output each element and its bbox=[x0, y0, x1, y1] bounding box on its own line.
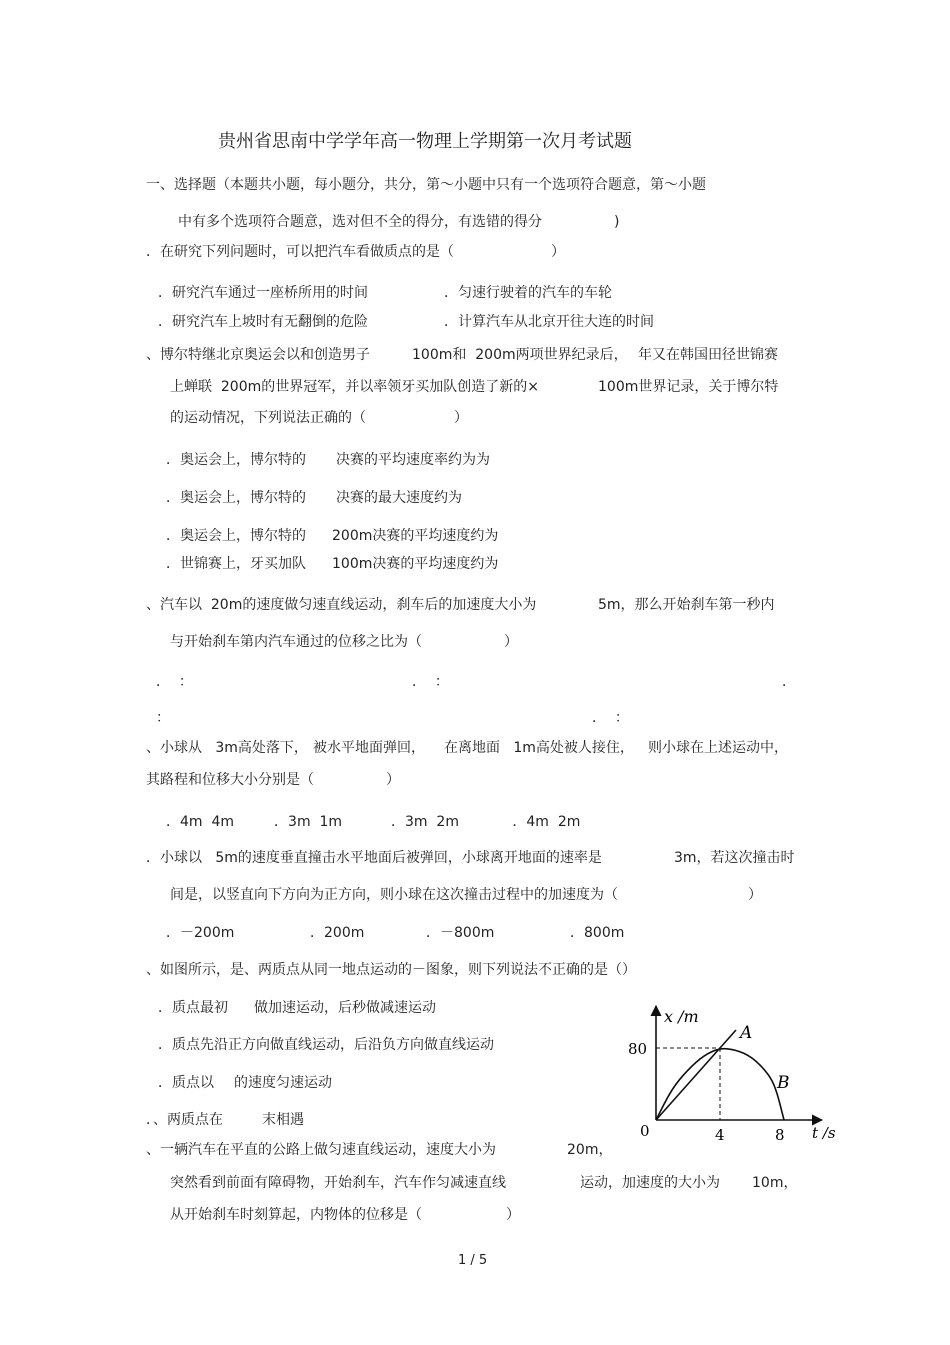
q2-line3-paren: ） bbox=[454, 410, 468, 426]
q6-option-d: ．、两质点在 bbox=[146, 1112, 223, 1128]
q1-stem: ．在研究下列问题时，可以把汽车看做质点的是（ bbox=[146, 244, 454, 260]
q2-line1-c: 年又在韩国田径世锦赛 bbox=[638, 347, 778, 363]
q3-line1-a: 、汽车以 20m的速度做匀速直线运动，刹车后的加速度大小为 bbox=[146, 597, 537, 613]
q4-options: ．4m 4m ．3m 1m ．3m 2m ．4m 2m bbox=[166, 814, 581, 830]
section-heading: 一、选择题（本题共小题，每小题分，共分，第～小题中只有一个选项符合题意，第～小题 bbox=[146, 177, 706, 193]
q2-option-b: ．奥运会上，博尔特的 bbox=[166, 490, 306, 506]
page-number: 1 / 5 bbox=[458, 1253, 488, 1268]
q2-line1-a: 、博尔特继北京奥运会以和创造男子 bbox=[146, 347, 370, 363]
q1-stem-paren: ） bbox=[551, 244, 565, 260]
q2-option-c-tail: 200m决赛的平均速度约为 bbox=[332, 528, 499, 544]
q3-option-c-colon: ： bbox=[156, 710, 170, 726]
q5-option-d: ．800m bbox=[570, 925, 625, 941]
q5-line1-a: ．小球以 5m的速度垂直撞击水平地面后被弹回，小球离开地面的速率是 bbox=[146, 850, 602, 866]
series-b-label: B bbox=[777, 1073, 790, 1093]
q1-option-a: ．研究汽车通过一座桥所用的时间 bbox=[158, 285, 368, 301]
q4-line1-a: 、小球从 3m高处落下， bbox=[146, 740, 308, 756]
q3-option-a: ． ： bbox=[156, 674, 193, 690]
q4-line1-c: 在离地面 1m高处被人接住， bbox=[444, 740, 634, 756]
xt-graph bbox=[612, 1002, 842, 1142]
q7-line1-a: 、一辆汽车在平直的公路上做匀速直线运动，速度大小为 bbox=[146, 1142, 496, 1158]
q3-line2: 与开始刹车第内汽车通过的位移之比为（ bbox=[170, 634, 422, 650]
q6-option-b: ．质点先沿正方向做直线运动，后沿负方向做直线运动 bbox=[158, 1037, 494, 1053]
q2-option-c: ．奥运会上，博尔特的 bbox=[166, 528, 306, 544]
q1-option-c: ．研究汽车上坡时有无翻倒的危险 bbox=[158, 314, 368, 330]
q4-line2: 其路程和位移大小分别是（ bbox=[146, 772, 314, 788]
y-axis-label: x /m bbox=[664, 1007, 699, 1026]
q4-line1-d: 则小球在上述运动中， bbox=[648, 740, 788, 756]
q2-line2-b: 100m世界记录，关于博尔特 bbox=[598, 379, 779, 395]
q3-option-b: ． ： bbox=[412, 674, 449, 690]
q1-option-b: ．匀速行驶着的汽车的车轮 bbox=[444, 285, 612, 301]
q5-option-b: ．200m bbox=[310, 925, 365, 941]
q2-option-d: ．世锦赛上，牙买加队 bbox=[166, 556, 306, 572]
section-instruction-paren: ) bbox=[614, 214, 620, 230]
q5-option-c: ．－800m bbox=[426, 925, 495, 941]
series-a-line bbox=[656, 1030, 736, 1120]
q6-option-a-tail: 做加速运动，后秒做减速运动 bbox=[254, 1000, 436, 1016]
q6-option-a: ．质点最初 bbox=[158, 1000, 228, 1016]
x-tick-label: 8 bbox=[775, 1126, 785, 1142]
q5-line1-b: 3m，若这次撞击时 bbox=[674, 850, 795, 866]
q4-line2-paren: ） bbox=[386, 772, 400, 788]
q2-option-a-tail: 决赛的平均速度率约为为 bbox=[336, 452, 490, 468]
q3-option-d: ． ： bbox=[592, 710, 629, 726]
q5-option-a: ．－200m bbox=[166, 925, 235, 941]
q2-line3: 的运动情况，下列说法正确的（ bbox=[170, 410, 366, 426]
q7-line3-paren: ） bbox=[506, 1207, 520, 1223]
q4-line1-b: 被水平地面弹回， bbox=[313, 740, 425, 756]
q2-option-d-tail: 100m决赛的平均速度约为 bbox=[332, 556, 499, 572]
q2-option-b-tail: 决赛的最大速度约为 bbox=[336, 490, 462, 506]
q5-line2: 间是，以竖直向下方向为正方向，则小球在这次撞击过程中的加速度为（ bbox=[170, 887, 618, 903]
q6-stem: 、如图所示，是、两质点从同一地点运动的－图象，则下列说法不正确的是（） bbox=[146, 962, 636, 978]
q7-line1-b: 20m， bbox=[567, 1142, 613, 1158]
series-a-label: A bbox=[740, 1023, 753, 1043]
q5-line2-paren: ） bbox=[748, 887, 762, 903]
q7-line3: 从开始刹车时刻算起，内物体的位移是（ bbox=[170, 1207, 422, 1223]
q7-line2-a: 突然看到前面有障碍物，开始刹车，汽车作匀减速直线 bbox=[170, 1175, 506, 1191]
q7-line2-b: 运动，加速度的大小为 bbox=[580, 1175, 720, 1191]
y-tick-label: 80 bbox=[628, 1040, 648, 1058]
q1-option-d: ．计算汽车从北京开往大连的时间 bbox=[444, 314, 654, 330]
x-tick-label: 4 bbox=[715, 1126, 725, 1142]
q6-option-c: ．质点以 bbox=[158, 1075, 214, 1091]
q3-line1-b: 5m，那么开始刹车第一秒内 bbox=[598, 597, 775, 613]
q2-line1-b: 100m和 200m两项世界纪录后， bbox=[412, 347, 628, 363]
x-axis-label: t /s bbox=[812, 1124, 836, 1142]
x-tick-label: 0 bbox=[640, 1122, 650, 1140]
q6-option-d-tail: 末相遇 bbox=[262, 1112, 304, 1128]
q3-option-c: ． bbox=[782, 674, 796, 690]
q3-line2-paren: ） bbox=[504, 634, 518, 650]
page-title: 贵州省思南中学学年高一物理上学期第一次月考试题 bbox=[218, 131, 632, 152]
section-instruction: 中有多个选项符合题意，选对但不全的得分，有选错的得分 bbox=[178, 214, 542, 230]
q6-option-c-tail: 的速度匀速运动 bbox=[234, 1075, 332, 1091]
q7-line2-c: 10m， bbox=[752, 1175, 798, 1191]
q2-option-a: ．奥运会上，博尔特的 bbox=[166, 452, 306, 468]
q2-line2-a: 上蝉联 200m的世界冠军，并以率领牙买加队创造了新的× bbox=[170, 379, 539, 395]
